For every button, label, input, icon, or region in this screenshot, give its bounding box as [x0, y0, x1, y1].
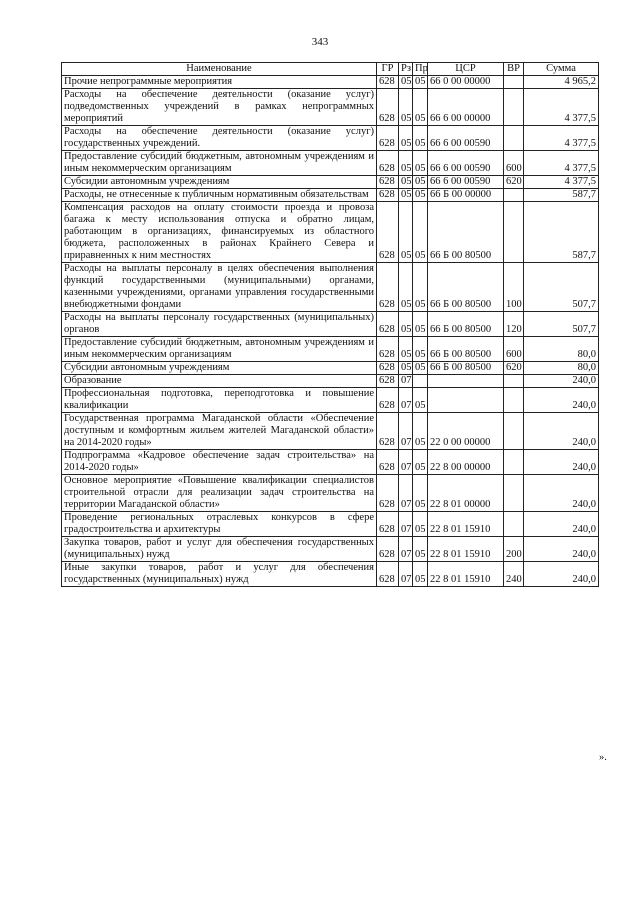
row-gr-cell: 628 — [377, 151, 399, 176]
row-sum-cell: 507,7 — [524, 312, 599, 337]
row-name-cell: Государственная программа Магаданской области «Обеспечение доступным и комфортным жильем жителей Магаданской области» на 2014-2020 годы» — [62, 413, 377, 450]
row-sum-cell: 240,0 — [524, 375, 599, 388]
row-gr-cell: 628 — [377, 202, 399, 263]
row-gr-cell: 628 — [377, 189, 399, 202]
header-pr: Пр — [413, 63, 428, 76]
row-rz-cell: 05 — [399, 263, 413, 312]
row-name-cell: Расходы на выплаты персоналу государственных (муниципальных) органов — [62, 312, 377, 337]
row-vr-cell: 620 — [504, 362, 524, 375]
row-gr-cell: 628 — [377, 413, 399, 450]
row-pr-cell: 05 — [413, 202, 428, 263]
row-rz-cell: 07 — [399, 475, 413, 512]
row-vr-cell — [504, 375, 524, 388]
row-vr-cell: 120 — [504, 312, 524, 337]
row-csr-cell: 66 Б 00 80500 — [428, 312, 504, 337]
row-rz-cell: 05 — [399, 89, 413, 126]
row-vr-cell — [504, 89, 524, 126]
row-sum-cell: 587,7 — [524, 189, 599, 202]
row-rz-cell: 05 — [399, 126, 413, 151]
row-pr-cell: 05 — [413, 176, 428, 189]
table-row — [62, 312, 599, 337]
row-csr-cell: 22 8 01 00000 — [428, 475, 504, 512]
header-csr: ЦСР — [428, 63, 504, 76]
row-gr-cell: 628 — [377, 562, 399, 587]
row-rz-cell: 07 — [399, 512, 413, 537]
row-rz-cell: 05 — [399, 337, 413, 362]
row-pr-cell: 05 — [413, 413, 428, 450]
table-row — [62, 388, 599, 413]
table-header-row — [62, 63, 599, 76]
row-csr-cell: 66 0 00 00000 — [428, 76, 504, 89]
row-sum-cell: 240,0 — [524, 413, 599, 450]
row-sum-cell: 4 377,5 — [524, 126, 599, 151]
row-pr-cell: 05 — [413, 89, 428, 126]
row-pr-cell: 05 — [413, 312, 428, 337]
row-sum-cell: 587,7 — [524, 202, 599, 263]
row-csr-cell: 22 8 01 15910 — [428, 537, 504, 562]
row-name-cell: Расходы на выплаты персоналу в целях обеспечения выполнения функций государственными (муниципальными) органами, казенными учреждениями, органами управления государственными внебюджетными фондами — [62, 263, 377, 312]
row-name-cell: Профессиональная подготовка, переподготовка и повышение квалификации — [62, 388, 377, 413]
row-pr-cell: 05 — [413, 512, 428, 537]
row-gr-cell: 628 — [377, 375, 399, 388]
table-row — [62, 126, 599, 151]
row-pr-cell: 05 — [413, 450, 428, 475]
row-gr-cell: 628 — [377, 126, 399, 151]
row-rz-cell: 05 — [399, 176, 413, 189]
table-row — [62, 176, 599, 189]
row-vr-cell: 600 — [504, 151, 524, 176]
row-sum-cell: 240,0 — [524, 475, 599, 512]
row-rz-cell: 07 — [399, 450, 413, 475]
table-row — [62, 537, 599, 562]
row-csr-cell: 22 8 01 15910 — [428, 562, 504, 587]
row-vr-cell: 600 — [504, 337, 524, 362]
row-pr-cell: 05 — [413, 126, 428, 151]
row-vr-cell — [504, 126, 524, 151]
row-pr-cell: 05 — [413, 337, 428, 362]
row-gr-cell: 628 — [377, 312, 399, 337]
row-sum-cell: 4 377,5 — [524, 89, 599, 126]
row-vr-cell — [504, 512, 524, 537]
row-gr-cell: 628 — [377, 76, 399, 89]
table-row — [62, 89, 599, 126]
row-name-cell: Субсидии автономным учреждениям — [62, 362, 377, 375]
table-row — [62, 512, 599, 537]
row-name-cell: Расходы на обеспечение деятельности (оказание услуг) государственных учреждений. — [62, 126, 377, 151]
row-name-cell: Прочие непрограммные мероприятия — [62, 76, 377, 89]
row-name-cell: Предоставление субсидий бюджетным, автономным учреждениям и иным некоммерческим организациям — [62, 337, 377, 362]
row-rz-cell: 05 — [399, 151, 413, 176]
row-csr-cell: 22 8 01 15910 — [428, 512, 504, 537]
row-csr-cell: 66 6 00 00590 — [428, 126, 504, 151]
row-pr-cell: 05 — [413, 263, 428, 312]
row-name-cell: Иные закупки товаров, работ и услуг для обеспечения государственных (муниципальных) нужд — [62, 562, 377, 587]
row-vr-cell — [504, 475, 524, 512]
row-vr-cell — [504, 450, 524, 475]
header-gr: ГР — [377, 63, 399, 76]
row-pr-cell: 05 — [413, 537, 428, 562]
row-name-cell: Расходы, не отнесенные к публичным нормативным обязательствам — [62, 189, 377, 202]
row-rz-cell: 07 — [399, 375, 413, 388]
row-rz-cell: 05 — [399, 189, 413, 202]
row-csr-cell: 22 8 00 00000 — [428, 450, 504, 475]
row-name-cell: Субсидии автономным учреждениям — [62, 176, 377, 189]
row-pr-cell: 05 — [413, 388, 428, 413]
row-gr-cell: 628 — [377, 475, 399, 512]
table-row — [62, 375, 599, 388]
row-vr-cell — [504, 388, 524, 413]
table-row — [62, 76, 599, 89]
row-sum-cell: 240,0 — [524, 388, 599, 413]
table-row — [62, 337, 599, 362]
row-rz-cell: 07 — [399, 562, 413, 587]
row-csr-cell: 66 Б 00 80500 — [428, 362, 504, 375]
closing-quote-mark: ». — [599, 752, 607, 763]
row-gr-cell: 628 — [377, 537, 399, 562]
row-name-cell: Основное мероприятие «Повышение квалификации специалистов строительной отрасли для реализации задач строительства на территории Магаданской области» — [62, 475, 377, 512]
row-gr-cell: 628 — [377, 450, 399, 475]
row-sum-cell: 507,7 — [524, 263, 599, 312]
row-vr-cell: 620 — [504, 176, 524, 189]
row-vr-cell — [504, 202, 524, 263]
row-vr-cell — [504, 76, 524, 89]
row-gr-cell: 628 — [377, 362, 399, 375]
row-pr-cell: 05 — [413, 362, 428, 375]
row-name-cell: Закупка товаров, работ и услуг для обеспечения государственных (муниципальных) нужд — [62, 537, 377, 562]
row-rz-cell: 07 — [399, 537, 413, 562]
row-csr-cell: 66 6 00 00590 — [428, 151, 504, 176]
row-csr-cell: 66 Б 00 00000 — [428, 189, 504, 202]
row-sum-cell: 240,0 — [524, 562, 599, 587]
row-sum-cell: 240,0 — [524, 512, 599, 537]
row-vr-cell: 100 — [504, 263, 524, 312]
row-csr-cell: 22 0 00 00000 — [428, 413, 504, 450]
row-csr-cell: 66 Б 00 80500 — [428, 202, 504, 263]
row-rz-cell: 05 — [399, 202, 413, 263]
row-csr-cell — [428, 388, 504, 413]
row-sum-cell: 240,0 — [524, 450, 599, 475]
row-gr-cell: 628 — [377, 512, 399, 537]
row-pr-cell: 05 — [413, 475, 428, 512]
row-sum-cell: 240,0 — [524, 537, 599, 562]
table-row — [62, 475, 599, 512]
table-row — [62, 202, 599, 263]
row-gr-cell: 628 — [377, 89, 399, 126]
row-gr-cell: 628 — [377, 176, 399, 189]
table-row — [62, 263, 599, 312]
table-body — [62, 76, 599, 587]
row-name-cell: Расходы на обеспечение деятельности (оказание услуг) подведомственных учреждений в рамках непрограммных мероприятий — [62, 89, 377, 126]
row-sum-cell: 4 377,5 — [524, 151, 599, 176]
row-sum-cell: 4 377,5 — [524, 176, 599, 189]
header-vr: ВР — [504, 63, 524, 76]
row-rz-cell: 05 — [399, 362, 413, 375]
table-row — [62, 151, 599, 176]
row-sum-cell: 80,0 — [524, 337, 599, 362]
row-rz-cell: 07 — [399, 413, 413, 450]
row-csr-cell: 66 6 00 00000 — [428, 89, 504, 126]
row-csr-cell — [428, 375, 504, 388]
row-pr-cell: 05 — [413, 562, 428, 587]
budget-table — [61, 62, 599, 587]
page-number: 343 — [311, 36, 329, 48]
header-rz: Рз — [399, 63, 413, 76]
row-rz-cell: 05 — [399, 76, 413, 89]
row-name-cell: Предоставление субсидий бюджетным, автономным учреждениям и иным некоммерческим организациям — [62, 151, 377, 176]
row-pr-cell: 05 — [413, 151, 428, 176]
header-name: Наименование — [62, 63, 377, 76]
row-name-cell: Проведение региональных отраслевых конкурсов в сфере градостроительства и архитектуры — [62, 512, 377, 537]
row-gr-cell: 628 — [377, 263, 399, 312]
header-sum: Сумма — [524, 63, 599, 76]
row-csr-cell: 66 Б 00 80500 — [428, 337, 504, 362]
row-gr-cell: 628 — [377, 337, 399, 362]
row-csr-cell: 66 Б 00 80500 — [428, 263, 504, 312]
row-pr-cell — [413, 375, 428, 388]
row-rz-cell: 07 — [399, 388, 413, 413]
row-csr-cell: 66 6 00 00590 — [428, 176, 504, 189]
row-vr-cell: 240 — [504, 562, 524, 587]
row-pr-cell: 05 — [413, 76, 428, 89]
row-rz-cell: 05 — [399, 312, 413, 337]
table-row — [62, 362, 599, 375]
table-row — [62, 189, 599, 202]
row-name-cell: Образование — [62, 375, 377, 388]
row-vr-cell — [504, 189, 524, 202]
row-sum-cell: 4 965,2 — [524, 76, 599, 89]
row-vr-cell: 200 — [504, 537, 524, 562]
row-vr-cell — [504, 413, 524, 450]
row-sum-cell: 80,0 — [524, 362, 599, 375]
row-pr-cell: 05 — [413, 189, 428, 202]
row-name-cell: Компенсация расходов на оплату стоимости проезда и провоза багажа к месту использования отпуска и обратно лицам, работающим в организациях, финансируемых из областного бюджета, расположенных в районах Крайнего Севера и приравненных к ним местностях — [62, 202, 377, 263]
table-row — [62, 562, 599, 587]
row-name-cell: Подпрограмма «Кадровое обеспечение задач строительства» на 2014-2020 годы» — [62, 450, 377, 475]
row-gr-cell: 628 — [377, 388, 399, 413]
table-row — [62, 413, 599, 450]
table-row — [62, 450, 599, 475]
